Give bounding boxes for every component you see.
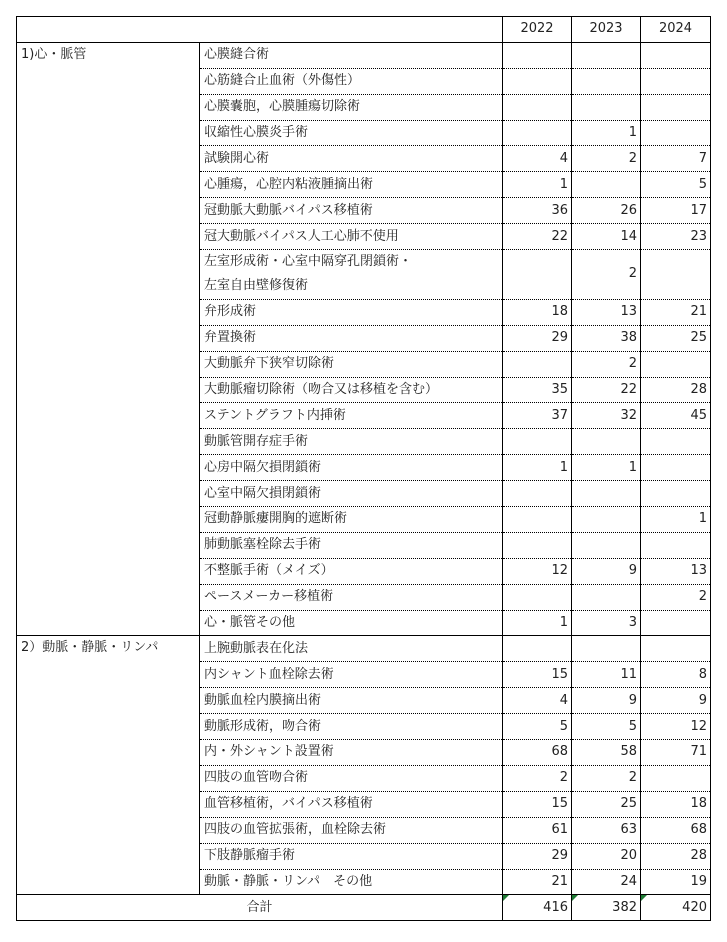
count-cell-2022 <box>503 481 572 507</box>
count-cell-2023: 2 <box>572 146 641 172</box>
procedure-name: 動脈血栓内膜摘出術 <box>204 692 322 708</box>
procedure-cell <box>200 42 503 68</box>
procedure-name: 内シャント血栓除去術 <box>204 666 334 682</box>
procedure-name: ステントグラフト内挿術 <box>204 407 346 423</box>
procedure-cell <box>200 224 503 250</box>
year-header-2023: 2023 <box>572 17 641 43</box>
count-cell-2023: 9 <box>572 558 641 584</box>
procedure-name: 心・脈管その他 <box>204 615 296 631</box>
table-row <box>17 42 711 68</box>
count-cell-2024 <box>641 610 711 636</box>
procedure-cell <box>200 481 503 507</box>
count-cell-2023 <box>572 532 641 558</box>
count-cell-2022: 1 <box>503 455 572 481</box>
count-cell-2024: 9 <box>641 688 711 714</box>
count-cell-2023 <box>572 172 641 198</box>
count-cell-2023: 63 <box>572 817 641 843</box>
count-cell-2022: 68 <box>503 740 572 766</box>
procedure-name: 心腫瘍，心腔内粘液腫摘出術 <box>204 176 374 192</box>
count-cell-2023 <box>572 636 641 662</box>
count-cell-2023: 13 <box>572 299 641 325</box>
procedure-cell <box>200 740 503 766</box>
count-cell-2023: 20 <box>572 843 641 869</box>
count-cell-2024: 17 <box>641 198 711 224</box>
count-cell-2022: 12 <box>503 558 572 584</box>
surgery-table <box>16 16 711 921</box>
procedure-cell <box>200 662 503 688</box>
count-cell-2024 <box>641 120 711 146</box>
formula-warning-icon <box>503 895 509 901</box>
procedure-cell <box>200 714 503 740</box>
procedure-name: 心膜縫合術 <box>204 47 270 63</box>
procedure-cell <box>200 299 503 325</box>
count-cell-2023: 2 <box>572 351 641 377</box>
procedure-name-line2: 左室自由壁修復術 <box>204 278 309 294</box>
count-cell-2024 <box>641 351 711 377</box>
procedure-cell <box>200 403 503 429</box>
count-cell-2022: 18 <box>503 299 572 325</box>
count-cell-2023: 2 <box>572 250 641 300</box>
count-cell-2023: 26 <box>572 198 641 224</box>
count-cell-2022 <box>503 584 572 610</box>
procedure-cell <box>200 765 503 791</box>
count-cell-2024 <box>641 68 711 94</box>
count-cell-2022: 35 <box>503 377 572 403</box>
procedure-cell <box>200 869 503 895</box>
total-label: 合計 <box>17 895 503 921</box>
procedure-name: 心房中隔欠損閉鎖術 <box>204 459 322 475</box>
procedure-cell <box>200 688 503 714</box>
count-cell-2023 <box>572 94 641 120</box>
count-cell-2023 <box>572 507 641 533</box>
count-cell-2024: 71 <box>641 740 711 766</box>
count-cell-2023 <box>572 68 641 94</box>
count-cell-2023: 1 <box>572 455 641 481</box>
procedure-name: 動脈形成術，吻合術 <box>204 718 322 734</box>
procedure-cell <box>200 198 503 224</box>
procedure-name: 大動脈弁下狭窄切除術 <box>204 356 335 372</box>
procedure-name: 肺動脈塞栓除去手術 <box>204 537 322 553</box>
procedure-cell <box>200 94 503 120</box>
procedure-cell <box>200 172 503 198</box>
table-body <box>17 17 711 921</box>
count-cell-2023: 58 <box>572 740 641 766</box>
procedure-cell <box>200 429 503 455</box>
procedure-cell <box>200 68 503 94</box>
procedure-name: 冠大動脈バイパス人工心肺不使用 <box>204 228 399 244</box>
count-cell-2022 <box>503 532 572 558</box>
total-cell-2023 <box>572 895 641 921</box>
count-cell-2023: 38 <box>572 325 641 351</box>
year-header-2022: 2022 <box>503 17 572 43</box>
procedure-cell <box>200 610 503 636</box>
count-cell-2022: 2 <box>503 765 572 791</box>
count-cell-2024: 19 <box>641 869 711 895</box>
count-cell-2022: 21 <box>503 869 572 895</box>
procedure-cell <box>200 843 503 869</box>
count-cell-2024 <box>641 532 711 558</box>
procedure-name: 上腕動脈表在化法 <box>204 640 309 656</box>
year-header-2024: 2024 <box>641 17 711 43</box>
count-cell-2022 <box>503 68 572 94</box>
count-cell-2024: 28 <box>641 377 711 403</box>
count-cell-2023: 32 <box>572 403 641 429</box>
procedure-name: 冠動脈大動脈バイパス移植術 <box>204 202 373 218</box>
count-cell-2024: 68 <box>641 817 711 843</box>
count-cell-2024: 21 <box>641 299 711 325</box>
count-cell-2023: 2 <box>572 765 641 791</box>
procedure-cell <box>200 250 503 300</box>
procedure-name: 血管移植術，バイパス移植術 <box>204 796 373 812</box>
count-cell-2024 <box>641 636 711 662</box>
header-row <box>17 17 711 43</box>
procedure-cell <box>200 146 503 172</box>
procedure-cell <box>200 636 503 662</box>
count-cell-2023: 5 <box>572 714 641 740</box>
procedure-cell <box>200 455 503 481</box>
procedure-cell <box>200 584 503 610</box>
count-cell-2024 <box>641 765 711 791</box>
procedure-cell <box>200 351 503 377</box>
count-cell-2022: 1 <box>503 172 572 198</box>
count-cell-2022: 15 <box>503 662 572 688</box>
count-cell-2024: 23 <box>641 224 711 250</box>
procedure-name: ペースメーカー移植術 <box>204 589 334 605</box>
procedure-name: 動脈・静脈・リンパ その他 <box>204 873 373 889</box>
count-cell-2023: 9 <box>572 688 641 714</box>
count-cell-2024: 12 <box>641 714 711 740</box>
count-cell-2024: 8 <box>641 662 711 688</box>
count-cell-2023: 24 <box>572 869 641 895</box>
count-cell-2022: 4 <box>503 146 572 172</box>
total-row <box>17 895 711 921</box>
total-cell-2022 <box>503 895 572 921</box>
count-cell-2022: 5 <box>503 714 572 740</box>
count-cell-2023: 22 <box>572 377 641 403</box>
total-cell-2024 <box>641 895 711 921</box>
header-blank-cell <box>17 17 503 43</box>
procedure-cell <box>200 817 503 843</box>
procedure-name: 心筋縫合止血術（外傷性） <box>204 73 361 89</box>
count-cell-2022 <box>503 429 572 455</box>
count-cell-2022: 37 <box>503 403 572 429</box>
procedure-name: 収縮性心膜炎手術 <box>204 125 309 140</box>
count-cell-2024 <box>641 94 711 120</box>
count-cell-2023: 25 <box>572 791 641 817</box>
section-label: 2）動脈・静脈・リンパ <box>17 636 200 895</box>
count-cell-2022: 29 <box>503 843 572 869</box>
count-cell-2022: 22 <box>503 224 572 250</box>
count-cell-2022 <box>503 120 572 146</box>
count-cell-2024: 25 <box>641 325 711 351</box>
count-cell-2024: 1 <box>641 507 711 533</box>
count-cell-2024: 45 <box>641 403 711 429</box>
procedure-name: 大動脈瘤切除術（吻合又は移植を含む） <box>204 382 439 398</box>
count-cell-2022: 4 <box>503 688 572 714</box>
count-cell-2023 <box>572 429 641 455</box>
formula-warning-icon <box>641 895 647 901</box>
count-cell-2024: 28 <box>641 843 711 869</box>
procedure-cell <box>200 507 503 533</box>
procedure-cell <box>200 325 503 351</box>
count-cell-2022: 15 <box>503 791 572 817</box>
count-cell-2024: 2 <box>641 584 711 610</box>
count-cell-2024 <box>641 455 711 481</box>
section-label: 1)心・脈管 <box>17 42 200 636</box>
total-value: 382 <box>612 899 637 915</box>
procedure-name: 下肢静脈瘤手術 <box>204 848 296 864</box>
procedure-name: 冠動静脈瘻開胸的遮断術 <box>204 511 348 527</box>
table-row <box>17 636 711 662</box>
count-cell-2024: 18 <box>641 791 711 817</box>
procedure-name: 心膜嚢胞，心膜腫瘍切除術 <box>204 99 361 115</box>
total-value: 416 <box>543 899 568 915</box>
count-cell-2023 <box>572 42 641 68</box>
count-cell-2023: 3 <box>572 610 641 636</box>
count-cell-2024: 13 <box>641 558 711 584</box>
count-cell-2022 <box>503 636 572 662</box>
count-cell-2023: 11 <box>572 662 641 688</box>
count-cell-2023: 1 <box>572 120 641 146</box>
procedure-name: 内・外シャント設置術 <box>204 744 334 760</box>
procedure-name: 四肢の血管拡張術，血栓除去術 <box>204 822 387 838</box>
procedure-cell <box>200 791 503 817</box>
procedure-name: 心室中隔欠損閉鎖術 <box>204 485 322 501</box>
procedure-name: 左室形成術・心室中隔穿孔閉鎖術・ <box>204 254 413 270</box>
procedure-name: 四肢の血管吻合術 <box>204 770 309 786</box>
count-cell-2023: 14 <box>572 224 641 250</box>
count-cell-2024 <box>641 250 711 300</box>
count-cell-2022 <box>503 42 572 68</box>
count-cell-2024 <box>641 481 711 507</box>
procedure-name: 試験開心術 <box>204 150 270 166</box>
count-cell-2022: 29 <box>503 325 572 351</box>
count-cell-2022 <box>503 507 572 533</box>
procedure-name: 動脈管開存症手術 <box>204 433 309 449</box>
procedure-cell <box>200 532 503 558</box>
count-cell-2022 <box>503 94 572 120</box>
formula-warning-icon <box>572 895 578 901</box>
count-cell-2024 <box>641 42 711 68</box>
count-cell-2022: 36 <box>503 198 572 224</box>
count-cell-2022: 61 <box>503 817 572 843</box>
procedure-name: 弁形成術 <box>204 304 257 320</box>
count-cell-2024: 7 <box>641 146 711 172</box>
procedure-name: 弁置換術 <box>204 330 257 346</box>
total-value: 420 <box>682 899 707 915</box>
procedure-name: 不整脈手術（メイズ） <box>204 563 334 579</box>
procedure-cell <box>200 120 503 146</box>
count-cell-2022 <box>503 351 572 377</box>
count-cell-2023 <box>572 481 641 507</box>
count-cell-2023 <box>572 584 641 610</box>
procedure-cell <box>200 558 503 584</box>
procedure-cell <box>200 377 503 403</box>
count-cell-2022: 1 <box>503 610 572 636</box>
count-cell-2022 <box>503 250 572 300</box>
count-cell-2024: 5 <box>641 172 711 198</box>
count-cell-2024 <box>641 429 711 455</box>
